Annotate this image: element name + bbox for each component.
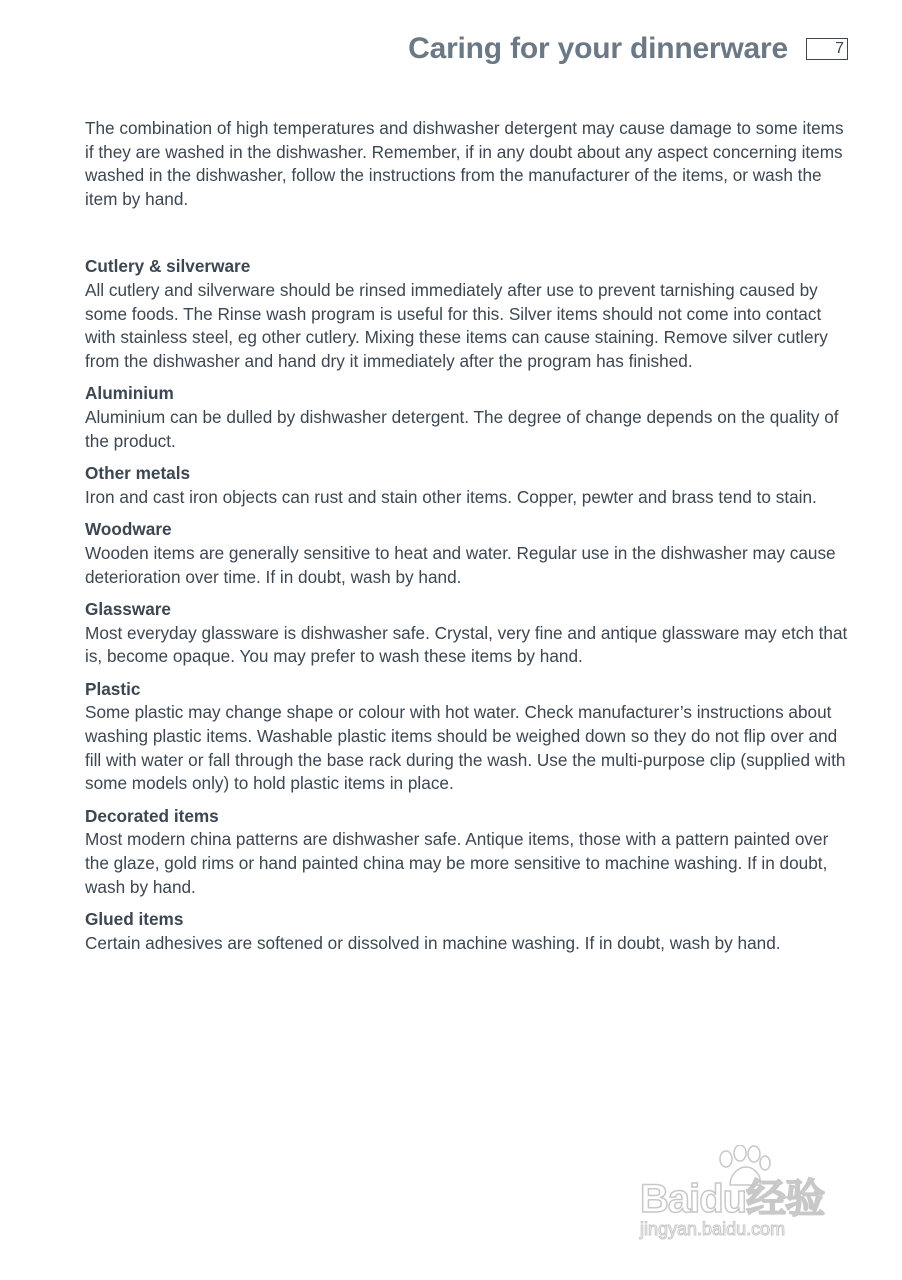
section-cutlery xyxy=(85,255,855,373)
section-woodware xyxy=(85,518,855,589)
section-body: Aluminium can be dulled by dishwasher detergent. The degree of change depends on the quality of the product. xyxy=(85,406,839,451)
section-glued-items xyxy=(85,908,855,955)
baidu-watermark xyxy=(640,1145,850,1245)
section-decorated-items xyxy=(85,805,855,899)
section-heading: Plastic xyxy=(85,678,141,699)
section-heading: Glued items xyxy=(85,909,184,930)
section-heading: Aluminium xyxy=(85,383,174,404)
section-glassware xyxy=(85,598,855,669)
section-body: Wooden items are generally sensitive to heat and water. Regular use in the dishwasher may cause deterioration over time. If in doubt, wash by hand. xyxy=(85,542,836,587)
section-heading: Decorated items xyxy=(85,805,219,826)
section-heading: Glassware xyxy=(85,599,171,620)
watermark-logo: Baidu经验 xyxy=(640,1177,825,1221)
section-other-metals xyxy=(85,462,855,509)
section-body: Iron and cast iron objects can rust and stain other items. Copper, pewter and brass tend to stain. xyxy=(85,486,817,507)
watermark-url: jingyan.baidu.com xyxy=(640,1219,786,1239)
intro-paragraph: The combination of high temperatures and dishwasher detergent may cause damage to some items if they are washed in the dishwasher. Remember, if in any doubt about any aspect concerning items washed in the dishwasher, follow the instructions from the manufacturer of the items, or wash the item by hand. xyxy=(85,118,844,209)
section-aluminium xyxy=(85,382,855,453)
section-body: Some plastic may change shape or colour with hot water. Check manufacturer’s instructions about washing plastic items. Washable plastic items should be weighed down so they do not flip over and fill with water or fall through the base rack during the wash. Use the multi-purpose clip (supplied with some models only) to hold plastic items in place. xyxy=(85,702,846,794)
document-body xyxy=(85,117,855,964)
page-header xyxy=(408,30,848,66)
section-body: Most everyday glassware is dishwasher safe. Crystal, very fine and antique glassware may etch that is, become opaque. You may prefer to wash these items by hand. xyxy=(85,622,848,667)
page-title: Caring for your dinnerware xyxy=(408,32,788,65)
page-number: 7 xyxy=(806,38,848,60)
section-body: Most modern china patterns are dishwasher safe. Antique items, those with a pattern painted over the glaze, gold rims or hand painted china may be more sensitive to machine washing. If in doubt, wash by hand. xyxy=(85,829,829,897)
section-plastic xyxy=(85,678,855,796)
section-body: Certain adhesives are softened or dissolved in machine washing. If in doubt, wash by hand. xyxy=(85,932,781,953)
section-heading: Other metals xyxy=(85,463,191,484)
section-heading: Cutlery & silverware xyxy=(85,256,251,277)
section-heading: Woodware xyxy=(85,519,172,540)
section-body: All cutlery and silverware should be rinsed immediately after use to prevent tarnishing caused by some foods. The Rinse wash program is useful for this. Silver items should not come into contact with stainless steel, eg other cutlery. Mixing these items can cause staining. Remove silver cutlery from the dishwasher and hand dry it immediately after the program has finished. xyxy=(85,279,828,371)
